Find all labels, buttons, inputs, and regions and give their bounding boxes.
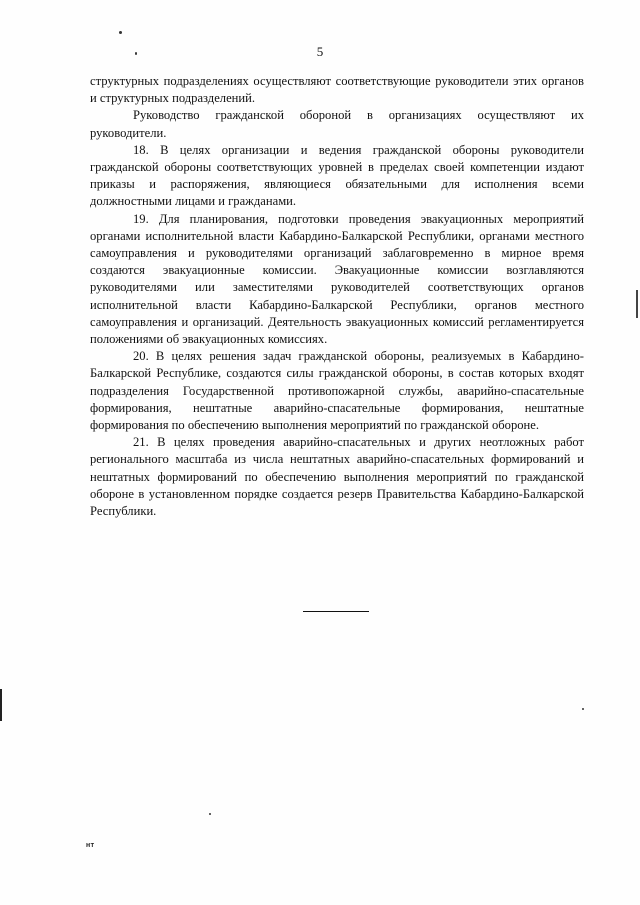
paragraph-18: 18. В целях организации и ведения гражданской обороны руководители гражданской обороны соответствующих уровней в пределах своей компетенции издают приказы и распоряжения, являющиеся обязательными для исполнения всеми должностными лицами и гражданами. xyxy=(90,142,584,209)
scan-edge-mark-right xyxy=(636,290,638,318)
paragraph-19: 19. Для планирования, подготовки проведения эвакуационных мероприятий органами исполнительной власти Кабардино-Балкарской Республики, органами местного самоуправления и руководителями организаций заблаговременно в мирное время создаются эвакуационные комиссии. Эвакуационные комиссии возглавляются руководителями или заместителями руководителей соответствующих органов исполнительной власти Кабардино-Балкарской Республики, органов местного самоуправления и организаций. Деятельность эвакуационных комиссий регламентируется положениями об эвакуационных комиссиях. xyxy=(90,211,584,347)
scan-speck xyxy=(209,813,211,815)
scan-speck xyxy=(119,31,122,34)
footer-code: НТ xyxy=(86,843,95,849)
scan-speck xyxy=(582,708,584,710)
scan-edge-mark-left xyxy=(0,689,2,721)
body-text xyxy=(90,73,584,520)
end-separator-line xyxy=(303,611,369,612)
paragraph-21: 21. В целях проведения аварийно-спасательных и других неотложных работ регионального масштаба из числа нештатных аварийно-спасательных формирований и нештатных формирований по обеспечению выполнения мероприятий по гражданской обороне в установленном порядке создается резерв Правительства Кабардино-Балкарской Республики. xyxy=(90,435,584,519)
paragraph-organization-leadership: Руководство гражданской обороной в организациях осуществляют их руководители. xyxy=(90,108,584,140)
paragraph-continuation: структурных подразделениях осуществляют соответствующие руководители этих органов и структурных подразделений. xyxy=(90,74,584,106)
scan-speck xyxy=(135,52,137,55)
page-number: 5 xyxy=(316,44,324,59)
paragraph-20: 20. В целях решения задач гражданской обороны, реализуемых в Кабардино-Балкарской Республике, создаются силы гражданской обороны, в состав которых входят подразделения Государственной противопожарной службы, аварийно-спасательные формирования, нештатные аварийно-спасательные формирования, нештатные формирования по обеспечению выполнения мероприятий по гражданской обороне. xyxy=(90,349,584,433)
